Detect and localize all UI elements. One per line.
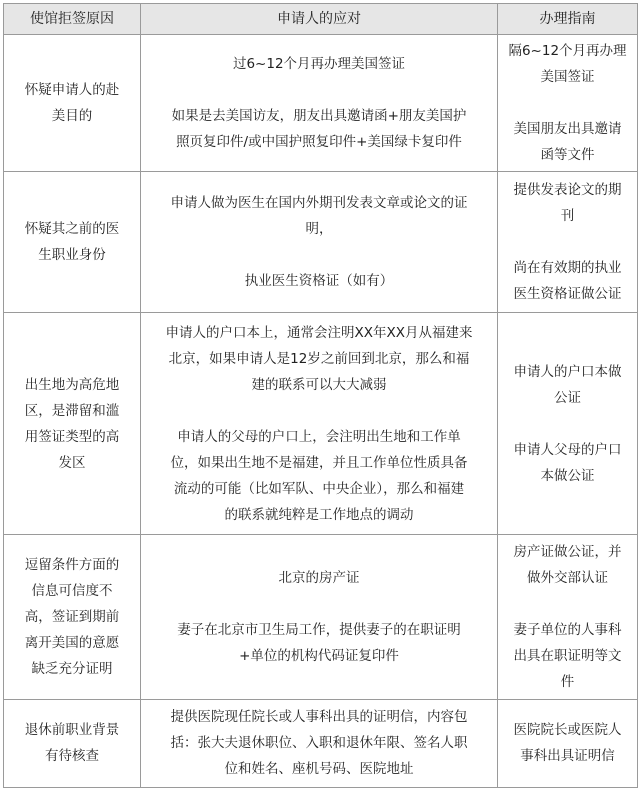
refusal-reason-text: 逗留条件方面的 信息可信度不 高，签证到期前 离开美国的意愿 缺乏充分证明 (24, 557, 120, 677)
table-row (4, 35, 638, 172)
applicant-response-text: 申请人的户口本上，通常会注明XX年XX月从福建来 北京，如果申请人是12岁之前回到北京，那么和福 建的联系可以大大减弱 申请人的父母的户口上，会注明出生地和工作单 位，如果出生地不是福建，并且工作单位性质具备 流动的可能（比如军队、中央企业），那么和福建 的联系就纯粹是工作地点的调动 (165, 324, 473, 523)
header-guide: 办理指南 (498, 4, 638, 35)
refusal-reason-cell (4, 699, 141, 787)
applicant-response-text: 申请人做为医生在国内外期刊发表文章或论文的证 明， 执业医生资格证（如有） (170, 195, 468, 290)
applicant-response-text: 北京的房产证 妻子在北京市卫生局工作，提供妻子的在职证明 +单位的机构代码证复印件 (177, 570, 461, 664)
applicant-response-text: 过6~12个月再办理美国签证 如果是去美国访友，朋友出具邀请函+朋友美国护 照页复印件/或中国护照复印件+美国绿卡复印件 (171, 56, 467, 151)
applicant-response-text: 提供医院现任院长或人事科出具的证明信，内容包 括：张大夫退休职位、入职和退休年限、签名人职 位和姓名、座机号码、医院地址 (170, 709, 468, 778)
table-row (4, 312, 638, 535)
applicant-response-cell (141, 312, 498, 535)
header-row (4, 4, 638, 35)
guide-text: 隔6~12个月再办理 美国签证 美国朋友出具邀请 函等文件 (508, 43, 627, 164)
header-refusal-reason: 使馆拒签原因 (4, 4, 141, 35)
refusal-reason-text: 退休前职业背景 有待核查 (24, 722, 120, 765)
visa-refusal-table (3, 3, 638, 788)
refusal-reason-cell (4, 312, 141, 535)
guide-cell (498, 172, 638, 312)
guide-text: 房产证做公证，并 做外交部认证 妻子单位的人事科 出具在职证明等文 件 (513, 544, 622, 690)
guide-text: 提供发表论文的期 刊 尚在有效期的执业 医生资格证做公证 (513, 182, 622, 303)
table-row (4, 535, 638, 699)
header-applicant-response: 申请人的应对 (141, 4, 498, 35)
table-row (4, 172, 638, 312)
refusal-reason-text: 怀疑其之前的医 生职业身份 (24, 221, 120, 264)
table-row (4, 699, 638, 787)
applicant-response-cell (141, 35, 498, 172)
guide-cell (498, 699, 638, 787)
guide-cell (498, 312, 638, 535)
applicant-response-cell (141, 535, 498, 699)
refusal-reason-cell (4, 172, 141, 312)
refusal-reason-text: 出生地为高危地 区，是滞留和滥 用签证类型的高 发区 (24, 376, 120, 471)
guide-cell (498, 35, 638, 172)
guide-text: 申请人的户口本做 公证 申请人父母的户口 本做公证 (513, 363, 622, 484)
refusal-reason-cell (4, 535, 141, 699)
applicant-response-cell (141, 172, 498, 312)
guide-cell (498, 535, 638, 699)
refusal-reason-text: 怀疑申请人的赴 美目的 (24, 82, 120, 125)
applicant-response-cell (141, 699, 498, 787)
refusal-reason-cell (4, 35, 141, 172)
guide-text: 医院院长或医院人 事科出具证明信 (513, 722, 622, 765)
